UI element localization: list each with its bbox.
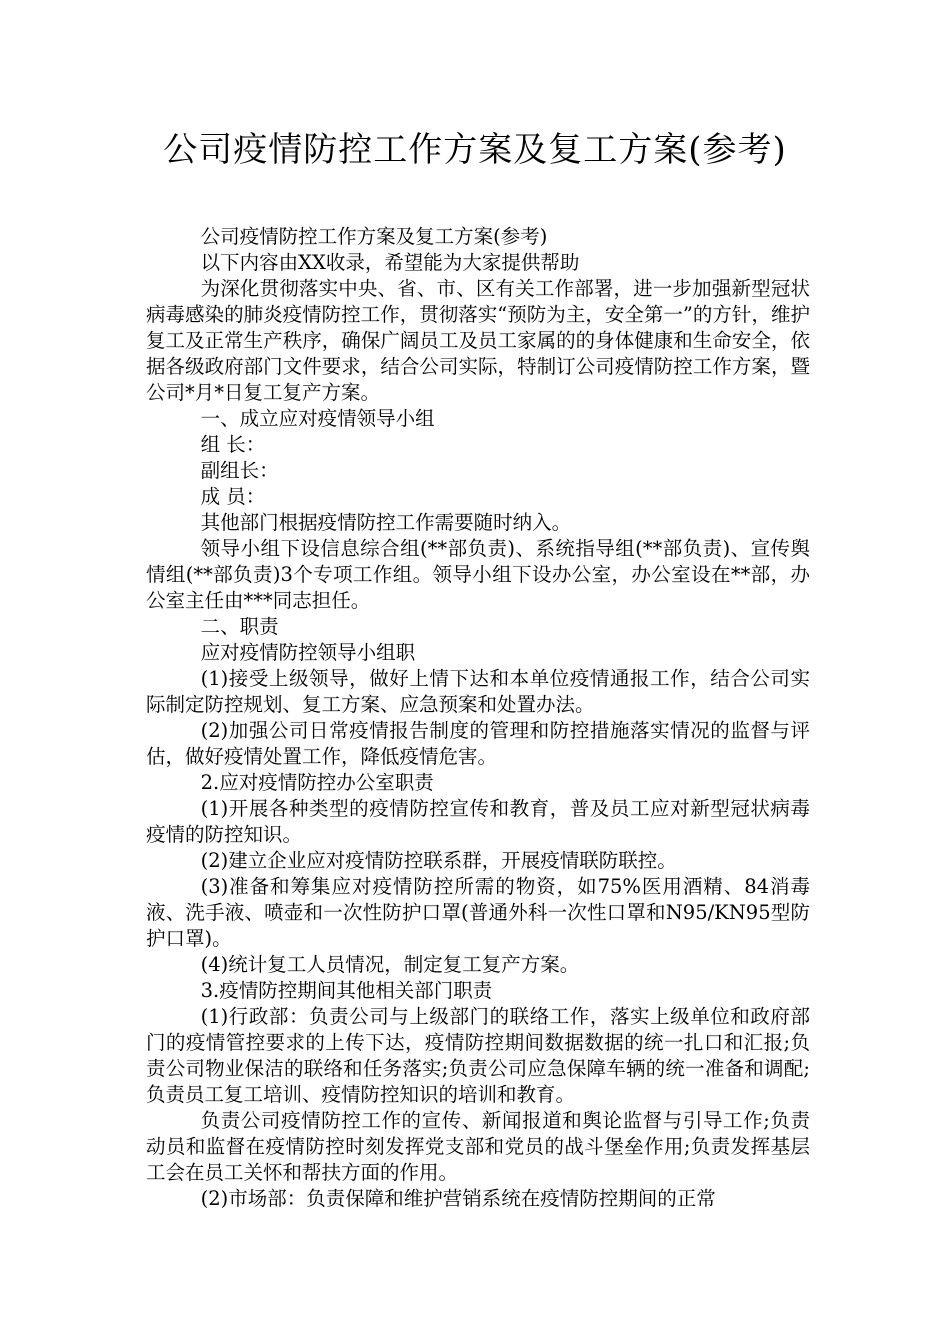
list-item: (1)接受上级领导，做好上情下达和本单位疫情通报工作，结合公司实际制定防控规划、复工方案、应急预案和处置办法。 [146,667,810,716]
list-item: (1)开展各种类型的疫情防控宣传和教育，普及员工应对新型冠状病毒疫情的防控知识。 [146,797,810,846]
subheading-department-duties: 3.疫情防控期间其他相关部门职责 [200,979,493,1002]
document-title: 公司疫情防控工作方案及复工方案(参考) [163,130,787,170]
list-item: (3)准备和筹集应对疫情防控所需的物资，如75%医用酒精、84消毒液、洗手液、喷壶和一次性防护口罩(普通外科一次性口罩和N95/KN95型防护口罩)。 [146,875,810,950]
paragraph-other-departments: 其他部门根据疫情防控工作需要随时纳入。 [200,511,572,534]
subheading-leadership-duties: 应对疫情防控领导小组职 [200,641,416,664]
paragraph-publicity-duties: 负责公司疫情防控工作的宣传、新闻报道和舆论监督与引导工作;负责动员和监督在疫情防控时刻发挥党支部和党员的战斗堡垒作用;负责发挥基层工会在员工关怀和帮扶方面的作用。 [146,1109,810,1184]
list-item: (2)市场部：负责保障和维护营销系统在疫情防控期间的正常 [200,1187,716,1210]
paragraph-members: 成 员： [200,485,266,508]
paragraph-leader: 组 长： [200,433,266,456]
section-heading-2: 二、职责 [200,615,279,638]
section-heading-1: 一、成立应对疫情领导小组 [200,407,435,430]
paragraph-subtitle: 公司疫情防控工作方案及复工方案(参考) [200,225,548,248]
document-body [146,224,810,1212]
list-item: (2)加强公司日常疫情报告制度的管理和防控措施落实情况的监督与评估，做好疫情处置工作，降低疫情危害。 [146,719,810,768]
subheading-office-duties: 2.应对疫情防控办公室职责 [200,771,434,794]
list-item: (1)行政部：负责公司与上级部门的联络工作，落实上级单位和政府部门的疫情管控要求的上传下达，疫情防控期间数据数据的统一扎口和汇报;负责公司物业保洁的联络和任务落实;负责公司应急保障车辆的统一准备和调配;负责员工复工培训、疫情防控知识的培训和教育。 [146,1005,810,1106]
list-item: (2)建立企业应对疫情防控联系群，开展疫情联防联控。 [200,849,677,872]
paragraph-deputy-leader: 副组长： [200,459,279,482]
paragraph-intro: 为深化贯彻落实中央、省、市、区有关工作部署，进一步加强新型冠状病毒感染的肺炎疫情防控工作，贯彻落实“预防为主，安全第一”的方针，维护复工及正常生产秩序，确保广阔员工及员工家属的的身体健康和生命安全，依据各级政府部门文件要求，结合公司实际，特制订公司疫情防控工作方案，暨公司*月*日复工复产方案。 [146,277,810,404]
list-item: (4)统计复工人员情况，制定复工复产方案。 [200,953,580,976]
paragraph-working-groups: 领导小组下设信息综合组(**部负责)、系统指导组(**部负责)、宣传舆情组(**部负责)3个专项工作组。领导小组下设办公室，办公室设在**部，办公室主任由***同志担任。 [146,537,810,612]
paragraph-source-note: 以下内容由XX收录，希望能为大家提供帮助 [200,251,580,274]
